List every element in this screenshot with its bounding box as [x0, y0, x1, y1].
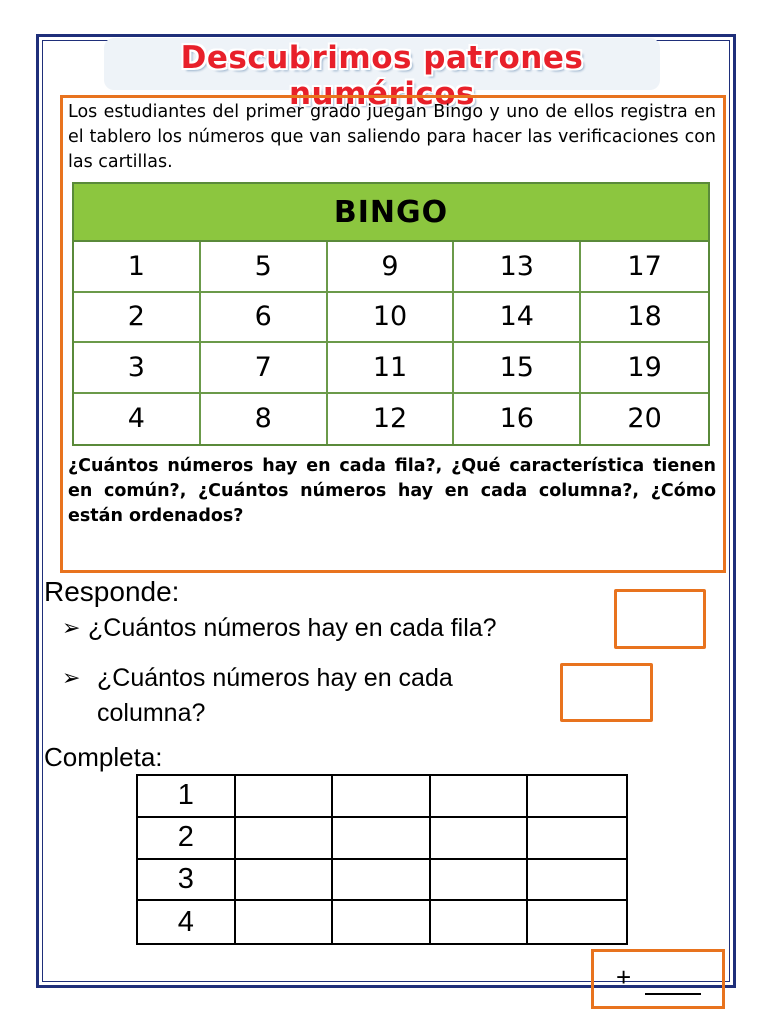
question-rows: ¿Cuántos números hay en cada fila? [88, 614, 497, 642]
bingo-cell: 1 [74, 242, 201, 293]
bingo-cell: 4 [74, 394, 201, 445]
blank-cell[interactable] [528, 860, 626, 902]
bingo-cell: 13 [454, 242, 581, 293]
blank-cell[interactable] [431, 818, 529, 860]
blank-cell[interactable] [528, 901, 626, 943]
blank-cell[interactable] [236, 860, 334, 902]
blank-cell[interactable] [236, 776, 334, 818]
row-start-number: 2 [138, 818, 236, 860]
completion-table [136, 774, 628, 945]
plus-sign: + [616, 962, 632, 992]
row-start-number: 4 [138, 901, 236, 943]
bingo-cell: 18 [581, 293, 708, 344]
bingo-cell: 10 [328, 293, 455, 344]
worksheet-title: Descubrimos patrones numéricos [180, 40, 584, 112]
blank-cell[interactable] [431, 776, 529, 818]
blank-cell[interactable] [431, 860, 529, 902]
arrow-bullet-icon: ➢ [62, 616, 81, 641]
bingo-cell: 19 [581, 343, 708, 394]
completa-label: Completa: [44, 742, 163, 772]
question-columns-line1: ¿Cuántos números hay en cada [97, 664, 453, 692]
bingo-cell: 5 [201, 242, 328, 293]
blank-cell[interactable] [333, 860, 431, 902]
blank-cell[interactable] [236, 901, 334, 943]
blank-cell[interactable] [236, 818, 334, 860]
bingo-cell: 7 [201, 343, 328, 394]
bingo-cell: 11 [328, 343, 455, 394]
blank-cell[interactable] [333, 901, 431, 943]
row-start-number: 3 [138, 860, 236, 902]
bingo-header: BINGO [74, 184, 708, 242]
bingo-grid [74, 242, 708, 444]
blank-cell[interactable] [528, 776, 626, 818]
bingo-cell: 20 [627, 403, 662, 435]
bingo-cell: 15 [454, 343, 581, 394]
responde-label: Responde: [44, 576, 180, 607]
arrow-bullet-icon: ➢ [62, 666, 81, 691]
blank-cell[interactable] [333, 776, 431, 818]
bingo-board [72, 182, 710, 446]
guiding-questions: ¿Cuántos números hay en cada fila?, ¿Qué característica tienen en común?, ¿Cuántos números hay en cada columna?, ¿Cómo están ordenados? [68, 456, 716, 526]
blank-cell[interactable] [333, 818, 431, 860]
question-columns-line2: columna? [97, 699, 206, 727]
pattern-rule-blank[interactable] [645, 993, 701, 995]
bingo-cell: 6 [201, 293, 328, 344]
bingo-cell: 3 [74, 343, 201, 394]
pattern-rule-box[interactable] [591, 949, 725, 1009]
bingo-cell: 2 [74, 293, 201, 344]
blank-cell[interactable] [431, 901, 529, 943]
bingo-cell: 8 [201, 394, 328, 445]
row-start-number: 1 [138, 776, 236, 818]
answer-box-columns[interactable] [560, 663, 653, 722]
intro-text: Los estudiantes del primer grado juegan Bingo y uno de ellos registra en el tablero los números que van saliendo para hacer las verificaciones con las cartillas. [68, 102, 716, 172]
bingo-cell: 17 [581, 242, 708, 293]
blank-cell[interactable] [528, 818, 626, 860]
bingo-cell: 14 [454, 293, 581, 344]
bingo-cell: 9 [328, 242, 455, 293]
answer-box-rows[interactable] [614, 589, 706, 649]
bingo-cell: 12 [328, 394, 455, 445]
bingo-cell: 16 [454, 394, 581, 445]
